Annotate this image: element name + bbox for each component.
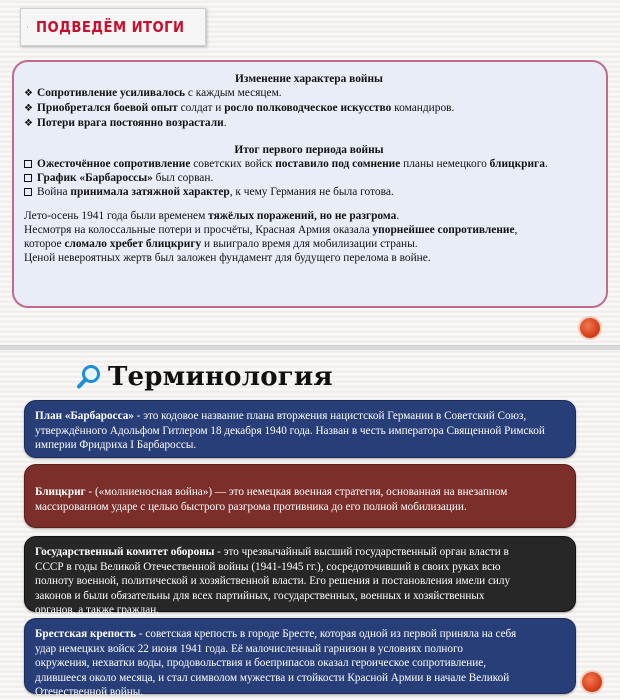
summary-slide: [0, 0, 620, 346]
terminology-slide: [0, 350, 620, 700]
next-slide-button[interactable]: [582, 672, 602, 692]
diamond-bullet-icon: ❖: [24, 103, 33, 114]
term-name: План «Барбаросса»: [35, 410, 134, 422]
diamond-bullet-icon: ❖: [24, 88, 33, 99]
paragraph-line: которое сломало хребет блицкригу и выиграло время для мобилизации страны.: [24, 238, 418, 250]
next-slide-button[interactable]: [580, 318, 600, 338]
paragraph-line: Ценой невероятных жертв был заложен фундамент для будущего перелома в войне.: [24, 252, 431, 264]
term-card-brest-fortress: Брестская крепость - советская крепость в городе Бресте, которая одной из первой приняла на себя удар немецких войск 22 июня 1941 года. Её малочисленный гарнизон в условиях полного окружения, нехватки воды, продовольствия и боеприпасов оказал героическое сопротивление, длившееся около месяца, и стал символом мужества и стойкости Красной Армии в начале Великой Отечественной войны.: [24, 618, 576, 694]
paragraph-line: Лето-осень 1941 года были временем тяжёлых поражений, но не разгрома.: [24, 210, 400, 222]
term-name: Блицкриг: [35, 486, 86, 498]
term-name: Государственный комитет обороны: [35, 546, 215, 558]
term-card-gko: Государственный комитет обороны - это чрезвычайный высший государственный орган власти в СССР в годы Великой Отечественной войны (1941-1945 гг.), сосредоточивший в своих руках всю полноту военной, политической и хозяйственной власти. Его решения и постановления имели силу законов и были обязательны для всех партийных, государственных, военных и хозяйственных органов, а также граждан.: [24, 536, 576, 612]
term-card-blitzkrieg: Блицкриг - («молниеносная война») — это немецкая военная стратегия, основанная на внезапном массированном ударе с целью быстрого разгрома противника до его полной мобилизации.: [24, 464, 576, 528]
term-card-barbarossa: План «Барбаросса» - это кодовое название плана вторжения нацистской Германии в Советский Союз, утверждённого Адольфом Гитлером 18 декабря 1940 года. Назван в честь императора Священной Римской империи Фридриха I Барбароссы.: [24, 400, 576, 458]
term-name: Брестская крепость: [35, 628, 137, 640]
checkbox-icon: [24, 174, 32, 182]
checkbox-icon: [24, 188, 32, 196]
list-item: График «Барбароссы» был сорван.: [24, 171, 594, 185]
terminology-header: [76, 362, 333, 392]
section-heading: Изменение характера войны: [235, 73, 383, 85]
summary-box: [12, 60, 608, 308]
list-item: ❖ Приобретался боевой опыт солдат и росло полководческое искусство командиров.: [24, 102, 455, 114]
magnifier-icon: [76, 364, 102, 390]
section-heading: Итог первого периода войны: [234, 144, 384, 156]
checkbox-icon: [24, 160, 32, 168]
title-banner: [20, 8, 206, 46]
diamond-bullet-icon: ❖: [24, 118, 33, 129]
list-item: Война принимала затяжной характер, к чему Германия не была готова.: [24, 185, 594, 199]
banner-title: ПОДВЕДЁМ ИТОГИ: [36, 18, 185, 36]
list-item: Ожесточённое сопротивление советских войск поставило под сомнение планы немецкого блицкрига.: [24, 157, 594, 171]
page-title: Терминология: [108, 362, 333, 392]
list-item: ❖ Потери врага постоянно возрастали.: [24, 117, 227, 129]
red-checkmark-icon: [27, 14, 28, 40]
list-item: ❖ Сопротивление усиливалось с каждым месяцем.: [24, 87, 282, 99]
paragraph-line: Несмотря на колоссальные потери и просчёты, Красная Армия оказала упорнейшее сопротивление,: [24, 224, 518, 236]
